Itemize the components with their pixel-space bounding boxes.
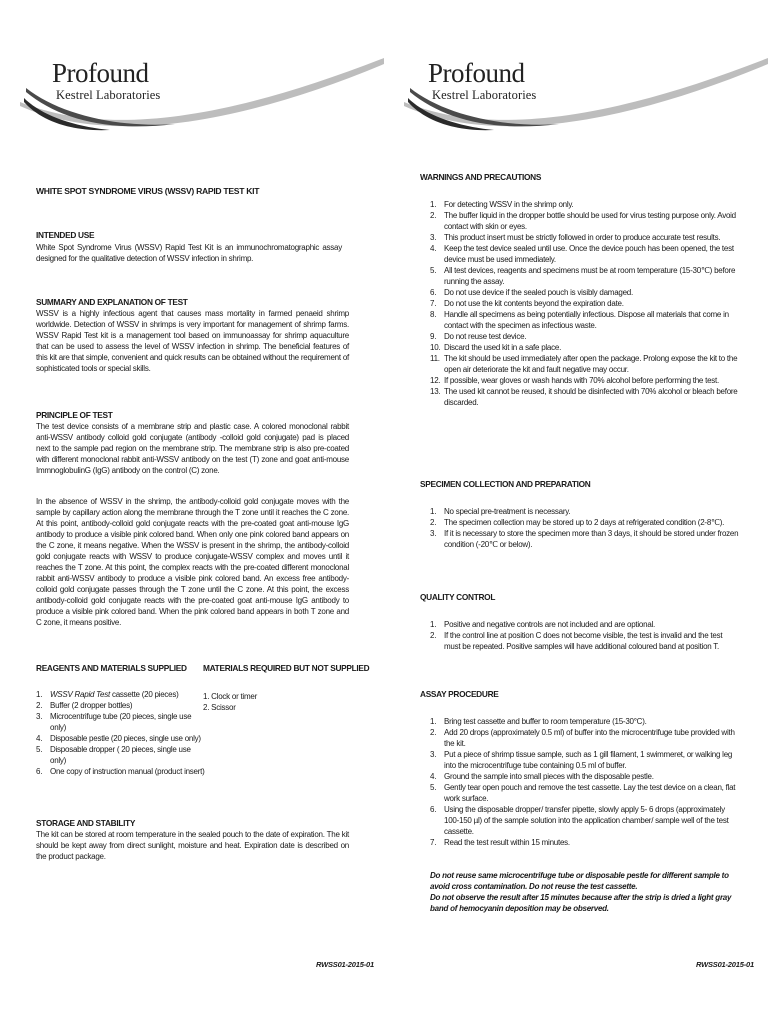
list-item: 4. Keep the test device sealed until use. Once the device pouch has been opened, the test device must be used immediately. (430, 244, 734, 264)
list-item: 6. One copy of instruction manual (product insert) (36, 767, 205, 776)
list-item: 1. For detecting WSSV in the shrimp only. (430, 200, 574, 209)
principle-text-1: The test device consists of a membrane strip and plastic case. A colored monoclonal rabbit anti-WSSV antibody colloid gold conjugate (antibody -colloid gold conjugate) pad is placed next to the sample pad region on the membrane strip. The membrane strip is also pre-coated with different monoclonal rabbit anti-WSSV antibody on the test (T) zone and goat anti-mouse ImmnoglobulinG (IgG) antibody on the control (C) zone. (36, 422, 349, 475)
list-item: 10. Discard the used kit in a safe place. (430, 343, 562, 352)
list-item: 1. WSSV Rapid Test cassette (20 pieces) (36, 690, 179, 699)
left-footer-code: RWSS01-2015-01 (316, 960, 374, 969)
list-item: 1. No special pre-treatment is necessary. (430, 507, 571, 516)
list-item: 6. Using the disposable dropper/ transfer pipette, slowly apply 5- 6 drops (approximately 100-150 µl) of the sample solution into the application chamber/ sample well of the test cassette. (430, 805, 729, 836)
list-item: 1. Positive and negative controls are not included and are optional. (430, 620, 656, 629)
reagents-heading: REAGENTS AND MATERIALS SUPPLIED (36, 663, 187, 673)
storage-text: The kit can be stored at room temperature in the sealed pouch to the date of expiration. The kit should be kept away from direct sunlight, moisture and heat. Expiration date is described on the product package. (36, 830, 349, 861)
assay-procedure-heading: ASSAY PROCEDURE (420, 689, 499, 699)
list-item: 6. Do not use device if the sealed pouch is visibly damaged. (430, 288, 633, 297)
list-item: 3. Put a piece of shrimp tissue sample, such as 1 gill filament, 1 swimmeret, or walking leg into the microcentrifuge tube containing 0.5 ml of buffer. (430, 750, 733, 770)
quality-control-list (430, 619, 740, 652)
list-item: 2. The specimen collection may be stored up to 2 days at refrigerated condition (2-8℃). (430, 518, 725, 527)
principle-text-2: In the absence of WSSV in the shrimp, the antibody-colloid gold conjugate moves with the sample by capillary action along the membrane through the T zone until it reaches the C zone. At this point, antibody-colloid gold conjugate reacts with the pre-coated goat anti-mouse IgG antibody to produce a visible pink colored band. When only one pink colored band appears on the C zone, it means negative. When the WSSV is present in the shrimp, the antibody-colloid gold conjugate reacts with WSSV to produce conjugate-WSSV complex and moves until it reaches the T zone. At this point, the complex reacts with the pre-coated different monoclonal rabbit anti-WSSV antibody to produce a visible pink colored band. An excess free antibody-colloid gold conjugate passes through the T zone until the C zone. At this point, the excess antibody-colloid gold conjugate reacts with the pre-coated goat anti-mouse IgG antibody to produce a visible pink colored band. When the pink colored band appears in both T zone and C zone, it means positive. (36, 497, 349, 627)
quality-control-heading: QUALITY CONTROL (420, 592, 496, 602)
list-item: 8. Handle all specimens as being potentially infectious. Dispose all materials that come in contact with the specimen as infectious waste. (430, 310, 729, 330)
specimen-heading: SPECIMEN COLLECTION AND PREPARATION (420, 479, 591, 489)
document-title: WHITE SPOT SYNDROME VIRUS (WSSV) RAPID TEST KIT (36, 186, 260, 196)
list-item: 3. This product insert must be strictly followed in order to produce accurate test results. (430, 233, 721, 242)
list-item: 4. Disposable pestle (20 pieces, single use only) (36, 734, 201, 743)
intended-use-heading: INTENDED USE (36, 230, 95, 240)
list-item: 4. Ground the sample into small pieces with the disposable pestle. (430, 772, 654, 781)
list-item: 1. Clock or timer (203, 692, 257, 701)
list-item: 13. The used kit cannot be reused, it should be disinfected with 70% alcohol or bleach before discarded. (430, 387, 738, 407)
list-item: 2. If the control line at position C does not become visible, the test is invalid and the test must be repeated. Positive samples will have additional coloured band at position T. (430, 631, 723, 651)
list-item: 2. The buffer liquid in the dropper bottle should be used for virus testing purpose only. Avoid contact with skin or eyes. (430, 211, 736, 231)
assay-note-timing: Do not observe the result after 15 minutes because after the strip is dried a light gray band of hemocyanin deposition may be observed. (430, 893, 732, 913)
logo-main-text: Profound (52, 58, 149, 88)
logo-sub-text: Kestrel Laboratories (56, 88, 161, 102)
right-footer-code: RWSS01-2015-01 (696, 960, 754, 969)
right-page (384, 0, 768, 1024)
list-item: 2. Add 20 drops (approximately 0.5 ml) of buffer into the microcentrifuge tube provided with the kit. (430, 728, 735, 748)
list-item: 5. Disposable dropper ( 20 pieces, single use only) (36, 745, 191, 765)
warnings-heading: WARNINGS AND PRECAUTIONS (420, 172, 542, 182)
principle-heading: PRINCIPLE OF TEST (36, 410, 113, 420)
list-item: 3. If it is necessary to store the specimen more than 3 days, it should be stored under frozen condition (-20℃ or below). (430, 529, 739, 549)
logo-sub-text: Kestrel Laboratories (432, 88, 537, 102)
list-item: 2. Buffer (2 dropper bottles) (36, 701, 133, 710)
list-item: 12. If possible, wear gloves or wash hands with 70% alcohol before performing the test. (430, 376, 719, 385)
list-item: 5. Gently tear open pouch and remove the test cassette. Lay the test device on a clean, flat work surface. (430, 783, 736, 803)
intended-use-text: White Spot Syndrome Virus (WSSV) Rapid Test Kit is an immunochromatographic assay designed for the qualitative detection of WSSV infection in shrimp. (36, 243, 342, 263)
list-item: 3. Microcentrifuge tube (20 pieces, single use only) (36, 712, 192, 732)
assay-note-reuse: Do not reuse same microcentrifuge tube or disposable pestle for different sample to avoid cross contamination. Do not reuse the test cassette. (430, 871, 729, 891)
storage-heading: STORAGE AND STABILITY (36, 818, 136, 828)
list-item: 7. Read the test result within 15 minutes. (430, 838, 570, 847)
reagents-list (36, 689, 206, 777)
list-item: 7. Do not use the kit contents beyond the expiration date. (430, 299, 624, 308)
list-item: 9. Do not reuse test device. (430, 332, 527, 341)
materials-required-heading: MATERIALS REQUIRED BUT NOT SUPPLIED (203, 663, 370, 673)
assay-procedure-list (430, 716, 740, 848)
summary-heading: SUMMARY AND EXPLANATION OF TEST (36, 297, 188, 307)
summary-text: WSSV is a highly infectious agent that causes mass mortality in farmed penaeid shrimp worldwide. Detection of WSSV in shrimps is very important for management of shrimp farms. WSSV Rapid Test kit is a management tool based on immunoassay for shrimp aquaculture that can be used to assess the level of WSSV infection in shrimp. The beneficial features of this kit are that simple, convenient and quick results can be obtained without the requirement of sophisticated tools or special skills. (36, 309, 349, 373)
list-item: 2. Scissor (203, 703, 236, 712)
list-item: 5. All test devices, reagents and specimens must be at room temperature (15-30℃) before running the assay. (430, 266, 736, 286)
materials-required-list (203, 691, 343, 713)
specimen-list (430, 506, 740, 550)
list-item: 11. The kit should be used immediately after open the package. Prolong expose the kit to the open air deteriorate the kit and fault negative may occur. (430, 354, 738, 374)
logo-main-text: Profound (428, 58, 525, 88)
list-item: 1. Bring test cassette and buffer to room temperature (15-30°C). (430, 717, 647, 726)
warnings-list (430, 199, 740, 408)
